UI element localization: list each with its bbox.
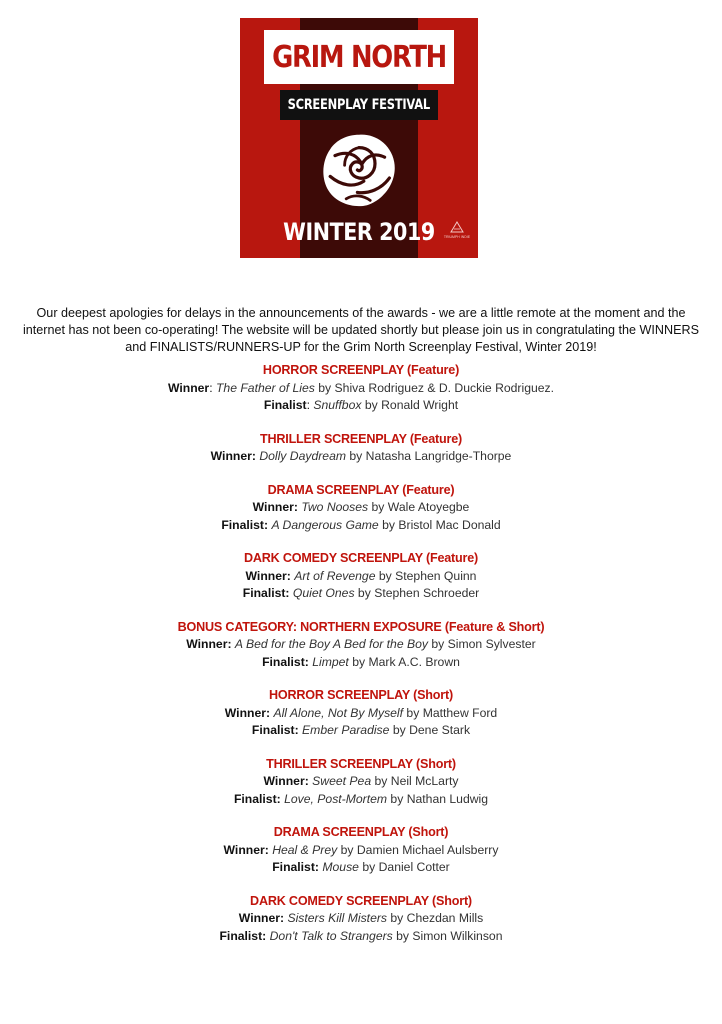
festival-poster <box>240 18 478 258</box>
publisher-logo <box>442 221 472 251</box>
finalist-label: Finalist: <box>221 517 269 532</box>
winner-line <box>0 568 722 586</box>
publisher-name: TRIUMPH INDIE <box>443 235 471 239</box>
finalist-author: Nathan Ludwig <box>406 791 489 806</box>
finalist-title: Limpet <box>312 654 349 669</box>
finalist-label: Finalist: <box>233 791 281 806</box>
rose-icon <box>318 130 400 210</box>
award-category <box>0 431 722 466</box>
by-text: by <box>387 791 407 806</box>
winner-label: Winner: <box>263 774 309 788</box>
category-title: BONUS CATEGORY: NORTHERN EXPOSURE (Feature & Short) <box>177 619 545 634</box>
finalist-label: Finalist: <box>251 723 299 737</box>
winner-author: Damien Michael Aulsberry <box>356 842 499 857</box>
by-text: by <box>358 860 379 874</box>
label-colon: : <box>209 380 213 395</box>
by-text: by <box>375 568 396 583</box>
finalist-line <box>0 859 722 877</box>
winner-label: Winner: <box>224 705 271 720</box>
finalist-line <box>0 397 722 415</box>
finalist-title: Love, Post-Mortem <box>284 791 388 806</box>
finalist-title: Ember Paradise <box>302 723 390 737</box>
winner-label: Winner: <box>238 911 285 925</box>
by-text: by <box>403 705 423 720</box>
finalist-title: A Dangerous Game <box>271 517 379 532</box>
winner-label: Winner: <box>252 500 298 514</box>
winner-author: Stephen Quinn <box>395 568 477 583</box>
winner-author: Natasha Langridge-Thorpe <box>365 449 512 463</box>
finalist-author: Mark A.C. Brown <box>368 654 460 669</box>
finalist-line <box>0 722 722 740</box>
finalist-line <box>0 791 722 809</box>
by-text: by <box>387 911 407 925</box>
award-category <box>0 687 722 740</box>
category-title: DRAMA SCREENPLAY (Feature) <box>267 482 455 497</box>
finalist-title: Mouse <box>322 860 359 874</box>
winner-author: Simon Sylvester <box>447 637 536 651</box>
winner-author: Wale Atoyegbe <box>387 500 470 514</box>
finalist-label: Finalist: <box>219 928 267 943</box>
finalist-label: Finalist: <box>242 586 290 600</box>
winner-title: Heal & Prey <box>272 842 338 857</box>
winner-line <box>0 380 722 398</box>
winner-line <box>0 773 722 791</box>
winner-line <box>0 499 722 517</box>
winner-title: A Bed for the Boy A Bed for the Boy <box>234 637 428 651</box>
by-text: by <box>368 500 388 514</box>
category-title: DARK COMEDY SCREENPLAY (Short) <box>250 893 472 908</box>
finalist-line <box>0 928 722 946</box>
award-category <box>0 893 722 946</box>
winner-line <box>0 636 722 654</box>
triangle-icon <box>450 221 464 233</box>
winner-title: The Father of Lies <box>215 380 315 395</box>
poster-subtitle-box <box>280 90 438 120</box>
poster-title-box <box>264 30 454 84</box>
winner-label: Winner: <box>223 842 269 857</box>
category-title: DRAMA SCREENPLAY (Short) <box>273 825 449 839</box>
category-title: HORROR SCREENPLAY (Short) <box>269 688 453 702</box>
by-text: by <box>348 654 369 669</box>
finalist-author: Daniel Cotter <box>378 860 450 874</box>
winner-line <box>0 842 722 860</box>
finalist-author: Ronald Wright <box>381 398 459 412</box>
award-category <box>0 756 722 809</box>
winner-label: Winner: <box>186 637 232 651</box>
finalist-author: Bristol Mac Donald <box>398 517 501 532</box>
by-text: by <box>389 723 410 737</box>
finalist-line <box>0 585 722 603</box>
winner-title: Art of Revenge <box>294 568 376 583</box>
winner-title: Sweet Pea <box>312 774 372 788</box>
winner-label: Winner: <box>210 449 256 463</box>
finalist-line <box>0 517 722 535</box>
finalist-title: Don't Talk to Strangers <box>269 928 393 943</box>
winner-author: Neil McLarty <box>390 774 459 788</box>
poster-title: GRIM NORTH <box>272 39 446 75</box>
winner-line <box>0 448 722 466</box>
award-category <box>0 362 722 415</box>
award-category <box>0 550 722 603</box>
by-text: by <box>346 449 366 463</box>
finalist-title: Snuffbox <box>313 398 362 412</box>
category-title: DARK COMEDY SCREENPLAY (Feature) <box>243 551 479 565</box>
label-colon: : <box>306 398 310 412</box>
poster-season: WINTER 2019 <box>283 218 435 246</box>
winner-label: Winner: <box>245 568 291 583</box>
by-text: by <box>337 842 357 857</box>
by-text: by <box>392 928 413 943</box>
award-categories <box>0 362 722 961</box>
winner-line <box>0 705 722 723</box>
finalist-label: Finalist: <box>272 860 319 874</box>
finalist-author: Dene Stark <box>409 723 471 737</box>
award-category <box>0 824 722 877</box>
by-text: by <box>361 398 382 412</box>
poster-subtitle: SCREENPLAY FESTIVAL <box>287 97 431 113</box>
category-title: THRILLER SCREENPLAY (Feature) <box>259 431 463 446</box>
by-text: by <box>314 380 335 395</box>
award-category <box>0 619 722 672</box>
award-category <box>0 482 722 535</box>
finalist-author: Stephen Schroeder <box>374 586 480 600</box>
winner-title: Dolly Daydream <box>259 449 347 463</box>
winner-author: Chezdan Mills <box>406 911 484 925</box>
finalist-author: Simon Wilkinson <box>412 928 503 943</box>
winner-title: All Alone, Not By Myself <box>273 705 404 720</box>
winner-title: Sisters Kill Misters <box>287 911 387 925</box>
winner-label: Winner <box>167 380 210 395</box>
by-text: by <box>371 774 391 788</box>
by-text: by <box>428 637 448 651</box>
by-text: by <box>378 517 399 532</box>
finalist-label: Finalist: <box>262 654 309 669</box>
winner-line <box>0 910 722 928</box>
by-text: by <box>354 586 375 600</box>
winner-title: Two Nooses <box>301 500 369 514</box>
intro-paragraph: Our deepest apologies for delays in the announcements of the awards - we are a little remote at the moment and the internet has not been co-operating! The website will be updated shortly but please join us in congratulating the WINNERS and FINALISTS/RUNNERS-UP for the Grim North Screenplay Festival, Winter 2019! <box>22 305 700 354</box>
finalist-title: Quiet Ones <box>292 586 355 600</box>
finalist-label: Finalist <box>263 398 307 412</box>
category-title: THRILLER SCREENPLAY (Short) <box>266 756 456 771</box>
winner-author: Shiva Rodriguez & D. Duckie Rodriguez. <box>334 380 555 395</box>
category-title: HORROR SCREENPLAY (Feature) <box>262 363 460 377</box>
winner-author: Matthew Ford <box>422 705 498 720</box>
finalist-line <box>0 654 722 672</box>
